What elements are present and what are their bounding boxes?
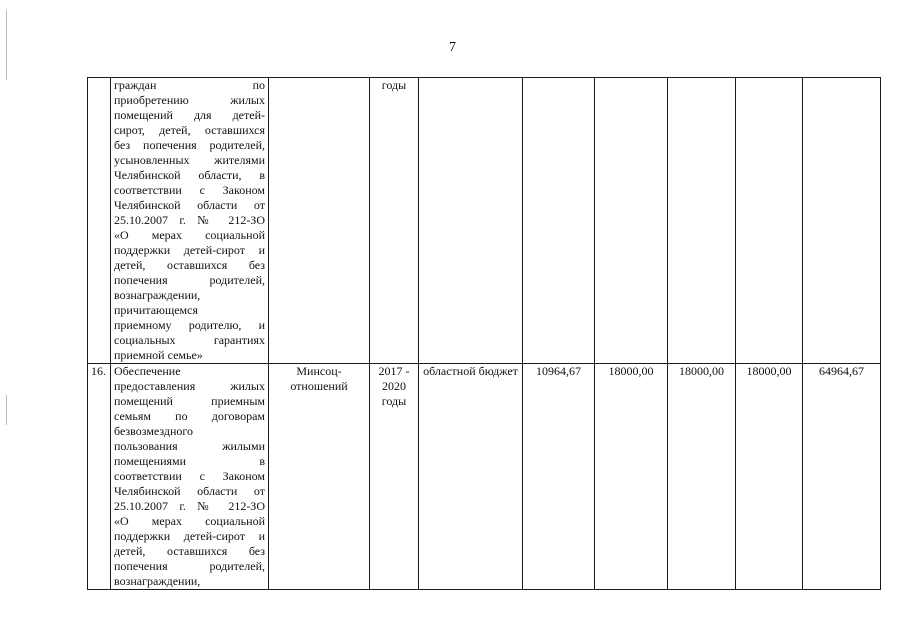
event-name-line: предоставления жилых: [114, 379, 265, 393]
event-name-line: помещений для детей-: [114, 108, 265, 122]
event-name-cell: [111, 364, 269, 590]
event-name-line: пользования жилыми: [114, 439, 265, 453]
event-name-line: безвозмездного: [114, 424, 194, 438]
event-name-line: приемной семье»: [114, 348, 203, 362]
value-cell-2019: 18000,00: [668, 364, 736, 590]
event-name-line: попечения родителей,: [114, 559, 265, 573]
event-name-line: соответствии с Законом: [114, 183, 265, 197]
event-name-line: помещений приемным: [114, 394, 265, 408]
executor-cell: [269, 78, 370, 364]
value-cell-total: 64964,67: [803, 364, 881, 590]
event-name-line: приобретению жилых: [114, 93, 265, 107]
event-name-line: помещениями в: [114, 454, 265, 468]
value-cell-2018: [595, 78, 668, 364]
page-number: 7: [449, 40, 456, 55]
event-name-line: попечения родителей,: [114, 273, 265, 287]
executor-cell: Минсоц-отношений: [269, 364, 370, 590]
event-name-line: 25.10.2007 г. № 212-ЗО: [114, 213, 265, 227]
event-name-line: поддержки детей-сирот и: [114, 529, 265, 543]
event-name-line: детей, оставшихся без: [114, 544, 265, 558]
event-name-line: Обеспечение: [114, 364, 181, 378]
value-cell-2020: 18000,00: [736, 364, 803, 590]
event-name-cell: [111, 78, 269, 364]
funding-source-cell: областной бюджет: [419, 364, 523, 590]
event-name-line: Челябинской области от: [114, 484, 265, 498]
scan-margin-mark: [6, 395, 7, 425]
event-name-line: Челябинской области от: [114, 198, 265, 212]
event-name-line: детей, оставшихся без: [114, 258, 265, 272]
row-number-cell: [88, 78, 111, 364]
event-name-line: 25.10.2007 г. № 212-ЗО: [114, 499, 265, 513]
period-cell: годы: [370, 78, 419, 364]
event-name-line: сирот, детей, оставшихся: [114, 123, 265, 137]
event-name-line: семьям по договорам: [114, 409, 265, 423]
event-name-line: поддержки детей-сирот и: [114, 243, 265, 257]
event-name-line: причитающемся: [114, 303, 198, 317]
event-name-line: социальных гарантиях: [114, 333, 265, 347]
funding-source-cell: [419, 78, 523, 364]
program-table: [87, 77, 881, 590]
event-name-line: усыновленных жителями: [114, 153, 265, 167]
value-cell-2019: [668, 78, 736, 364]
event-name-line: без попечения родителей,: [114, 138, 265, 152]
row-number-cell: 16.: [88, 364, 111, 590]
value-cell-2020: [736, 78, 803, 364]
event-name-line: Челябинской области, в: [114, 168, 265, 182]
event-name-line: вознаграждении,: [114, 574, 201, 588]
scan-margin-mark: [6, 10, 7, 80]
event-name-line: соответствии с Законом: [114, 469, 265, 483]
table-row: [88, 78, 881, 364]
event-name-line: граждан по: [114, 78, 265, 92]
period-cell: 2017 - 2020 годы: [370, 364, 419, 590]
table-row: [88, 364, 881, 590]
value-cell-total: [803, 78, 881, 364]
event-name-line: вознаграждении,: [114, 288, 201, 302]
value-cell-2017: [523, 78, 595, 364]
event-name-line: «О мерах социальной: [114, 514, 265, 528]
event-name-line: «О мерах социальной: [114, 228, 265, 242]
event-name-line: приемному родителю, и: [114, 318, 265, 332]
value-cell-2017: 10964,67: [523, 364, 595, 590]
value-cell-2018: 18000,00: [595, 364, 668, 590]
